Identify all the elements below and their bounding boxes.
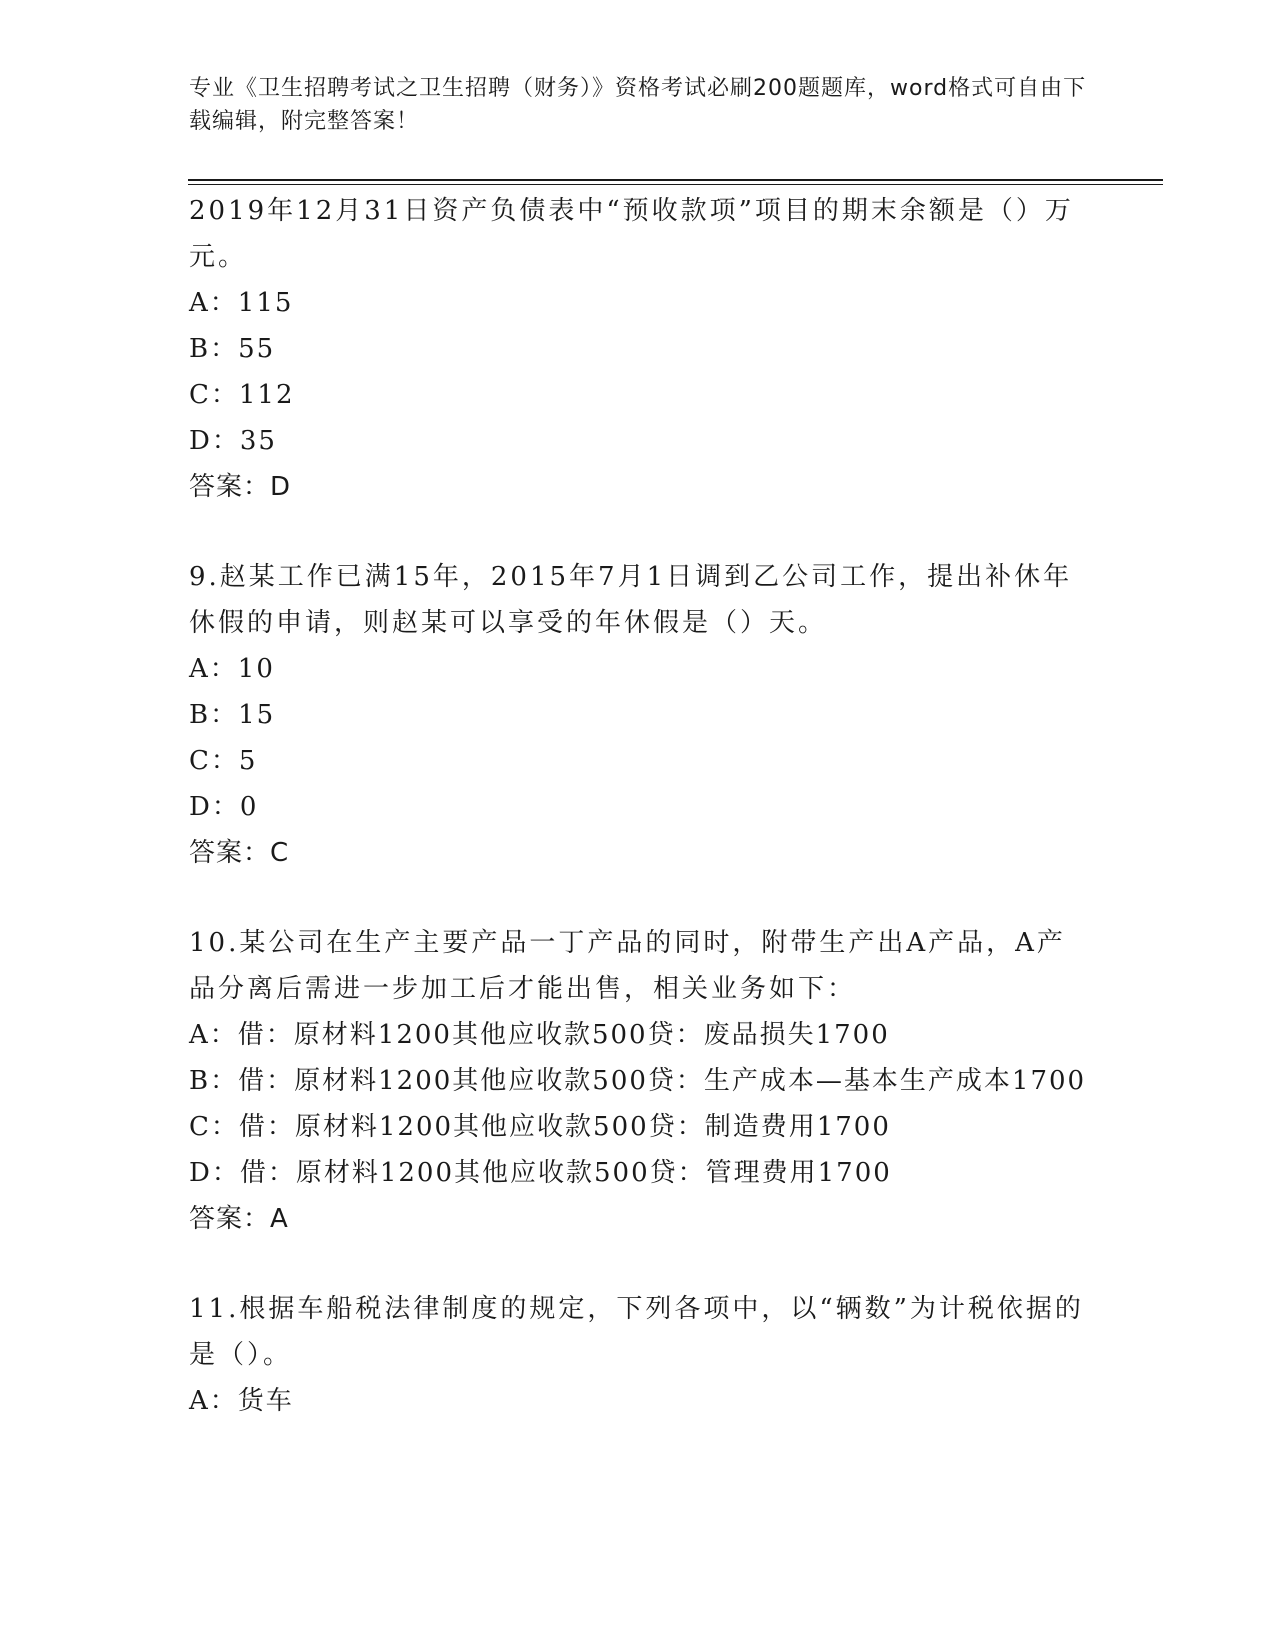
question-item (189, 1286, 1089, 1424)
answer-line: 答案：A (189, 1204, 289, 1234)
question-text: 11.根据车船税法律制度的规定，下列各项中，以“辆数”为计税依据的是（）。 (189, 1294, 1084, 1370)
option-c: C：5 (189, 746, 258, 776)
question-text: 2019年12月31日资产负债表中“预收款项”项目的期末余额是（）万元。 (189, 196, 1074, 272)
option-d: D：借：原材料1200其他应收款500贷：管理费用1700 (189, 1158, 892, 1188)
option-d: D：0 (189, 792, 259, 822)
question-item (189, 554, 1089, 876)
option-a: A：115 (189, 288, 294, 318)
option-c: C：112 (189, 380, 295, 410)
question-list (189, 188, 1089, 1424)
option-b: B：15 (189, 700, 276, 730)
question-item (189, 920, 1089, 1242)
option-b: B：55 (189, 334, 276, 364)
option-a: A：借：原材料1200其他应收款500贷：废品损失1700 (189, 1020, 890, 1050)
header-divider-thin (188, 184, 1163, 185)
document-header-title: 专业《卫生招聘考试之卫生招聘（财务）》资格考试必刷200题题库，word格式可自由下载编辑，附完整答案！ (189, 76, 1087, 134)
question-text: 9.赵某工作已满15年，2015年7月1日调到乙公司工作，提出补休年休假的申请，则赵某可以享受的年休假是（）天。 (189, 562, 1073, 638)
option-b: B：借：原材料1200其他应收款500贷：生产成本—基本生产成本1700 (189, 1066, 1087, 1096)
option-d: D：35 (189, 426, 277, 456)
question-item (189, 188, 1089, 510)
option-a: A：10 (189, 654, 275, 684)
question-text: 10.某公司在生产主要产品一丁产品的同时，附带生产出A产品，A产品分离后需进一步加工后才能出售，相关业务如下： (189, 928, 1066, 1004)
answer-line: 答案：D (189, 472, 292, 502)
answer-line: 答案：C (189, 838, 290, 868)
option-c: C：借：原材料1200其他应收款500贷：制造费用1700 (189, 1112, 891, 1142)
header-divider-thick (188, 179, 1163, 181)
option-a: A：货车 (189, 1386, 294, 1416)
